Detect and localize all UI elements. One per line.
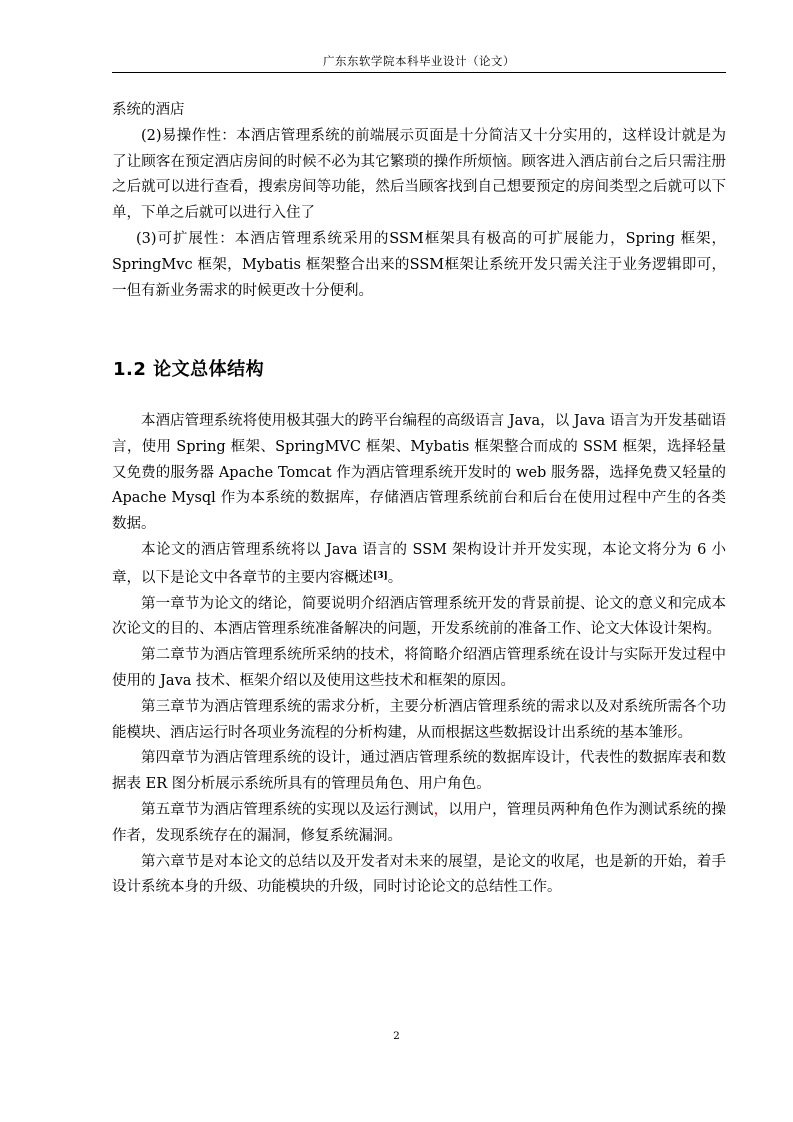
top-text-block [112,98,726,304]
red-comma-mark: ， [433,801,449,818]
chapter-overview-end: 。 [387,569,403,586]
continuation-line: 系统的酒店 [112,102,185,118]
header-divider [112,72,726,73]
page-number: 2 [393,1030,400,1042]
chapter-5-text: 第五章节为酒店管理系统的实现以及运行测试 [141,801,434,818]
paragraph-chapter-overview [112,538,726,592]
paragraph-chapter-4: 第四章节为酒店管理系统的设计，通过酒店管理系统的数据库设计，代表性的数据库表和数据表 ER 图分析展示系统所具有的管理员角色、用户角色。 [112,750,726,793]
citation-marker[interactable]: [3] [373,570,388,581]
running-header: 广东东软学院本科毕业设计（论文） [323,54,515,68]
paragraph-ease-of-use: (2)易操作性：本酒店管理系统的前端展示页面是十分简洁又十分实用的，这样设计就是为了让顾客在预定酒店房间的时候不必为其它繁琐的操作所烦恼。顾客进入酒店前台之后只需注册之后就可以进行查看，搜索房间等功能，然后当顾客找到自己想要预定的房间类型之后就可以下单，下单之后就可以进行入住了 [112,127,726,222]
section-heading: 1.2 论文总体结构 [113,359,265,380]
paragraph-intro: 本酒店管理系统将使用极其强大的跨平台编程的高级语言 Java，以 Java 语言为开发基础语言，使用 Spring 框架、SpringMVC 框架、Mybatis 框架整合而成的 SSM 框架，选择轻量又免费的服务器 Apache Tomcat 作为酒店管理系统开发时的 web 服务器，选择免费又轻量的 Apache Mysql 作为本系统的数据库，存储酒店管理系统前台和后台在使用过程中产生的各类数据。 [112,413,726,533]
chapter-5-text-end: 以用户，管理员两种角色作为测试系统的操作者，发现系统存在的漏洞，修复系统漏洞。 [112,801,727,844]
paragraph-chapter-3: 第三章节为酒店管理系统的需求分析，主要分析酒店管理系统的需求以及对系统所需各个功能模块、酒店运行时各项业务流程的分析构建，从而根据这些数据设计出系统的基本雏形。 [112,698,726,741]
paragraph-chapter-1: 第一章节为论文的绪论，简要说明介绍酒店管理系统开发的背景前提、论文的意义和完成本次论文的目的、本酒店管理系统准备解决的问题，开发系统前的准备工作、论文大体设计架构。 [112,595,726,638]
paragraph-chapter-5 [112,798,726,850]
paragraph-chapter-6: 第六章节是对本论文的总结以及开发者对未来的展望，是论文的收尾，也是新的开始，着手设计系统本身的升级、功能模块的升级，同时讨论论文的总结性工作。 [112,853,726,896]
paragraph-chapter-2: 第二章节为酒店管理系统所采纳的技术，将简略介绍酒店管理系统在设计与实际开发过程中使用的 Java 技术、框架介绍以及使用这些技术和框架的原因。 [112,647,726,689]
paragraph-extensibility: (3)可扩展性：本酒店管理系统采用的SSM框架具有极高的可扩展能力，Spring 框架，SpringMvc 框架，Mybatis 框架整合出来的SSM框架让系统开发只需关注于业务逻辑即可，一但有新业务需求的时候更改十分便利。 [112,230,726,299]
chapter-overview-text: 本论文的酒店管理系统将以 Java 语言的 SSM 架构设计并开发实现，本论文将分为 6 小章，以下是论文中各章节的主要内容概述 [112,541,726,586]
main-text-block [112,409,726,901]
